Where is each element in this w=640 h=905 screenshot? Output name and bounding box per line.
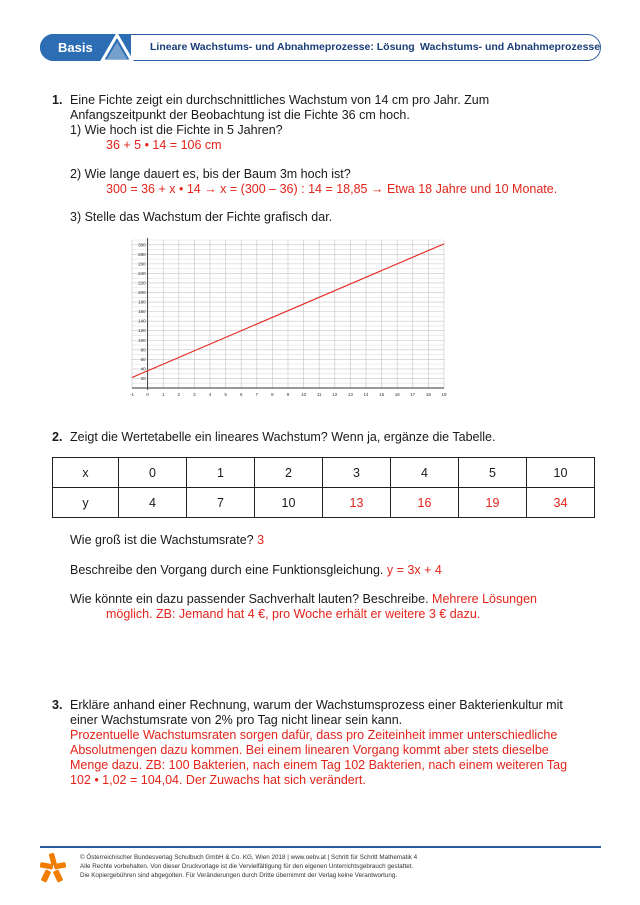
table-cell: 3 <box>323 458 391 488</box>
level-badge-label: Basis <box>58 40 93 55</box>
publisher-logo-icon <box>40 853 66 883</box>
task1-answer: 300 = 36 + x • 14 → x = (300 – 36) : 14 = 18,85 → Etwa 18 Jahre und 10 Monate. <box>106 182 558 196</box>
task1-question: 1) Wie hoch ist die Fichte in 5 Jahren? <box>70 123 283 137</box>
x-tick-label: 10 <box>301 392 307 397</box>
footer-divider <box>40 846 601 848</box>
table-answer-cell: 16 <box>391 488 459 518</box>
x-tick-label: 4 <box>208 392 212 397</box>
triangle-icon <box>99 30 135 64</box>
table-cell: 1 <box>187 458 255 488</box>
task1-answer: 36 + 5 • 14 = 106 cm <box>106 138 222 152</box>
task2-function <box>70 563 442 578</box>
rights-line: Alle Rechte vorbehalten. Von dieser Druckvorlage ist die Vervielfältigung für den eigenen Unterrichtsgebrauch gestattet. <box>80 863 414 870</box>
x-tick-label: 3 <box>193 392 196 397</box>
table-cell: 10 <box>527 458 595 488</box>
y-tick-label: 300 <box>138 242 146 248</box>
x-tick-label: 14 <box>363 392 369 397</box>
task3-answer: Prozentuelle Wachstumsraten sorgen dafür, dass pro Zeiteinheit immer unterschiedliche <box>70 728 558 742</box>
task2-answer: möglich. ZB: Jemand hat 4 €, pro Woche erhält er weitere 3 € dazu. <box>106 607 481 621</box>
x-tick-label: 15 <box>379 392 385 397</box>
y-tick-label: 240 <box>138 270 146 276</box>
y-tick-label: 280 <box>138 251 146 257</box>
task2-answer: y = 3x + 4 <box>386 563 442 577</box>
table-header-cell: y <box>53 488 119 518</box>
y-tick-label: 100 <box>138 337 146 343</box>
x-tick-label: 9 <box>286 392 290 397</box>
y-tick-label: 260 <box>138 261 146 267</box>
task2-answer: 3 <box>257 533 265 547</box>
task1-question: 3) Stelle das Wachstum der Fichte grafisch dar. <box>70 210 333 224</box>
x-tick-label: 6 <box>239 392 243 397</box>
table-cell: 7 <box>187 488 255 518</box>
task2-question: Wie könnte ein dazu passender Sachverhalt lauten? Beschreibe. <box>70 592 429 606</box>
task2-question: Wie groß ist die Wachstumsrate? <box>70 533 254 547</box>
x-tick-label: 8 <box>271 392 274 397</box>
x-tick-label: 1 <box>161 392 165 397</box>
table-cell: 4 <box>119 488 187 518</box>
task2-answer: Mehrere Lösungen <box>432 592 537 606</box>
table-cell: 0 <box>119 458 187 488</box>
value-table <box>52 457 595 518</box>
y-tick-label: 140 <box>138 318 146 324</box>
x-tick-label: 11 <box>316 392 322 397</box>
chapter-title: Wachstums- und Abnahmeprozesse <box>420 41 601 53</box>
x-tick-label: 19 <box>441 392 447 397</box>
table-header-cell: x <box>53 458 119 488</box>
x-tick-label: 5 <box>224 392 227 397</box>
table-cell: 2 <box>255 458 323 488</box>
table-answer-cell: 13 <box>323 488 391 518</box>
growth-chart <box>118 234 458 400</box>
task3-answer: Menge dazu. ZB: 100 Bakterien, nach einem Tag 102 Bakterien, nach einem weiteren Tag <box>70 758 568 772</box>
task-number: 1. <box>52 93 63 107</box>
task2-case <box>70 592 537 607</box>
task3-answer: Absolutmengen dazu kommen. Bei einem linearen Vorgang kommt aber stets dieselbe <box>70 743 549 757</box>
y-tick-label: 200 <box>138 290 146 296</box>
y-tick-label: 220 <box>138 280 146 286</box>
table-answer-cell: 19 <box>459 488 527 518</box>
x-tick-label: 13 <box>347 392 353 397</box>
task1-question: 2) Wie lange dauert es, bis der Baum 3m hoch ist? <box>70 167 351 181</box>
task2-rate <box>70 533 264 548</box>
table-cell: 4 <box>391 458 459 488</box>
task1-line: Anfangszeitpunkt der Beobachtung ist die Fichte 36 cm hoch. <box>70 108 410 122</box>
table-cell: 10 <box>255 488 323 518</box>
table-row <box>53 488 595 518</box>
y-tick-label: 40 <box>140 366 146 372</box>
y-tick-label: 180 <box>138 299 146 305</box>
x-tick-label: 16 <box>394 392 400 397</box>
x-tick-label: 2 <box>177 392 181 397</box>
x-tick-label: 18 <box>425 392 431 397</box>
task-number: 2. <box>52 430 63 444</box>
task3-answer: 102 • 1,02 = 104,04. Der Zuwachs hat sich verändert. <box>70 773 366 787</box>
x-tick-label: 7 <box>255 392 259 397</box>
copyright-line: © Österreichischer Bundesverlag Schulbuch GmbH & Co. KG, Wien 2018 | www.oebv.at | Schritt für Schritt Mathematik 4 <box>80 854 418 861</box>
x-tick-label: 0 <box>146 392 149 397</box>
table-cell: 5 <box>459 458 527 488</box>
x-tick-label: 17 <box>410 392 416 397</box>
task1-text <box>70 93 489 153</box>
task2-question: Zeigt die Wertetabelle ein lineares Wachstum? Wenn ja, ergänze die Tabelle. <box>70 430 496 444</box>
table-row <box>53 458 595 488</box>
table-answer-cell: 34 <box>527 488 595 518</box>
task1-line: Eine Fichte zeigt ein durchschnittliches Wachstum von 14 cm pro Jahr. Zum <box>70 93 490 107</box>
task3-line: einer Wachstumsrate von 2% pro Tag nicht linear sein kann. <box>70 713 403 727</box>
footer-text <box>80 853 417 880</box>
fees-line: Die Kopiergebühren sind abgegolten. Für Veränderungen durch Dritte übernimmt der Verlag keine Verantwortung. <box>80 872 398 879</box>
worksheet-title: Lineare Wachstums- und Abnahmeprozesse: Lösung <box>150 41 415 53</box>
task3-line: Erkläre anhand einer Rechnung, warum der Wachstumsprozess einer Bakterienkultur mit <box>70 698 563 712</box>
x-tick-label: -1 <box>129 392 135 397</box>
task2-question: Beschreibe den Vorgang durch eine Funktionsgleichung. <box>70 563 384 577</box>
y-tick-label: 20 <box>140 375 146 381</box>
y-tick-label: 60 <box>140 356 146 362</box>
y-tick-label: 120 <box>138 328 146 334</box>
x-tick-label: 12 <box>332 392 338 397</box>
y-tick-label: 80 <box>140 347 146 353</box>
task3-text <box>70 698 567 788</box>
task-number: 3. <box>52 698 63 712</box>
y-tick-label: 160 <box>138 309 146 315</box>
